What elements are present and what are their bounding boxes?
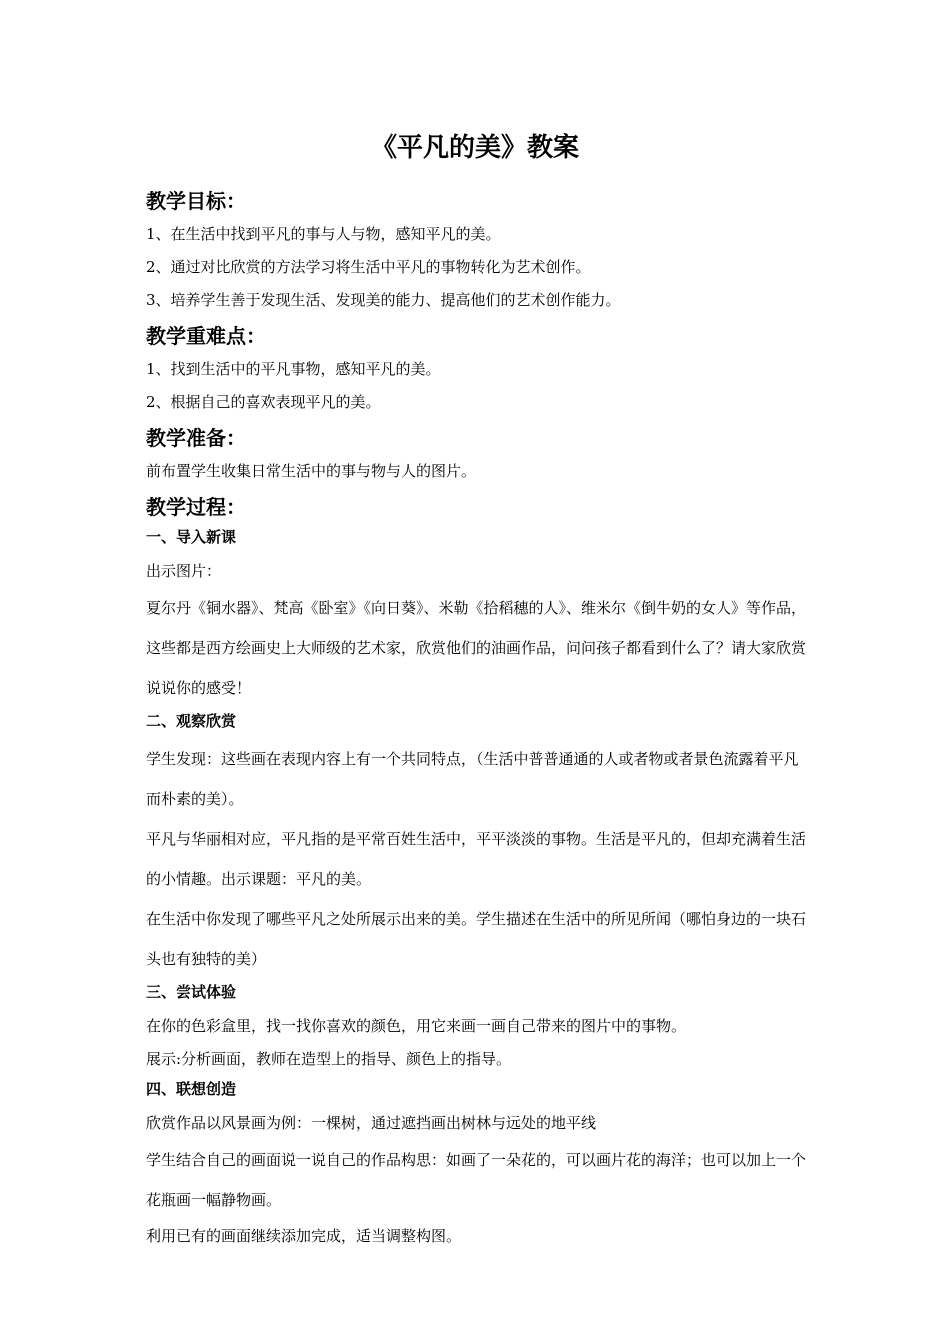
step-paragraph: 在你的色彩盒里，找一找你喜欢的颜色，用它来画一画自己带来的图片中的事物。 bbox=[146, 1017, 687, 1035]
step-paragraph: 学生结合自己的画面说一说自己的作品构思：如画了一朵花的，可以画片花的海洋；也可以加上一个花瓶画一幅静物画。 bbox=[146, 1151, 807, 1209]
step-paragraph: 出示图片： bbox=[146, 562, 222, 580]
step-paragraph: 平凡与华丽相对应，平凡指的是平常百姓生活中，平平淡淡的事物。生活是平凡的，但却充满着生活的小情趣。出示课题：平凡的美。 bbox=[146, 830, 807, 888]
document-title: 《平凡的美》教案 bbox=[370, 133, 579, 163]
section-heading-process: 教学过程： bbox=[146, 495, 246, 519]
step-heading-create: 四、联想创造 bbox=[146, 1080, 237, 1098]
key-point-item: 1、找到生活中的平凡事物，感知平凡的美。 bbox=[146, 360, 441, 378]
goal-item: 1、在生活中找到平凡的事与人与物，感知平凡的美。 bbox=[146, 225, 501, 243]
step-paragraph: 在生活中你发现了哪些平凡之处所展示出来的美。学生描述在生活中的所见所闻（哪怕身边的一块石头也有独特的美） bbox=[146, 910, 807, 968]
goal-item: 3、培养学生善于发现生活、发现美的能力、提高他们的艺术创作能力。 bbox=[146, 291, 621, 309]
goal-item: 2、通过对比欣赏的方法学习将生活中平凡的事物转化为艺术创作。 bbox=[146, 258, 591, 276]
section-heading-key-points: 教学重难点： bbox=[146, 324, 266, 348]
key-point-item: 2、根据自己的喜欢表现平凡的美。 bbox=[146, 393, 381, 411]
step-paragraph: 学生发现：这些画在表现内容上有一个共同特点，（生活中普普通通的人或者物或者景色流露着平凡而朴素的美）。 bbox=[146, 750, 799, 808]
section-heading-goals: 教学目标： bbox=[146, 189, 246, 213]
step-paragraph: 欣赏作品以风景画为例：一棵树，通过遮挡画出树林与远处的地平线 bbox=[146, 1114, 597, 1132]
preparation-item: 前布置学生收集日常生活中的事与物与人的图片。 bbox=[146, 462, 477, 480]
step-paragraph: 夏尔丹《铜水器》、梵高《卧室》《向日葵》、米勒《拾稻穗的人》、维米尔《倒牛奶的女人》等作品，这些都是西方绘画史上大师级的艺术家，欣赏他们的油画作品，问问孩子都看到什么了？请大家欣赏说说你的感受！ bbox=[146, 599, 807, 697]
section-heading-preparation: 教学准备： bbox=[146, 426, 246, 450]
document-body bbox=[146, 186, 810, 1253]
step-paragraph: 利用已有的画面继续添加完成，适当调整构图。 bbox=[146, 1227, 462, 1245]
step-heading-intro: 一、导入新课 bbox=[146, 528, 237, 546]
step-heading-observe: 二、观察欣赏 bbox=[146, 712, 237, 730]
step-heading-try: 三、尝试体验 bbox=[146, 983, 237, 1001]
step-paragraph: 展示:分析画面，教师在造型上的指导、颜色上的指导。 bbox=[146, 1050, 512, 1068]
